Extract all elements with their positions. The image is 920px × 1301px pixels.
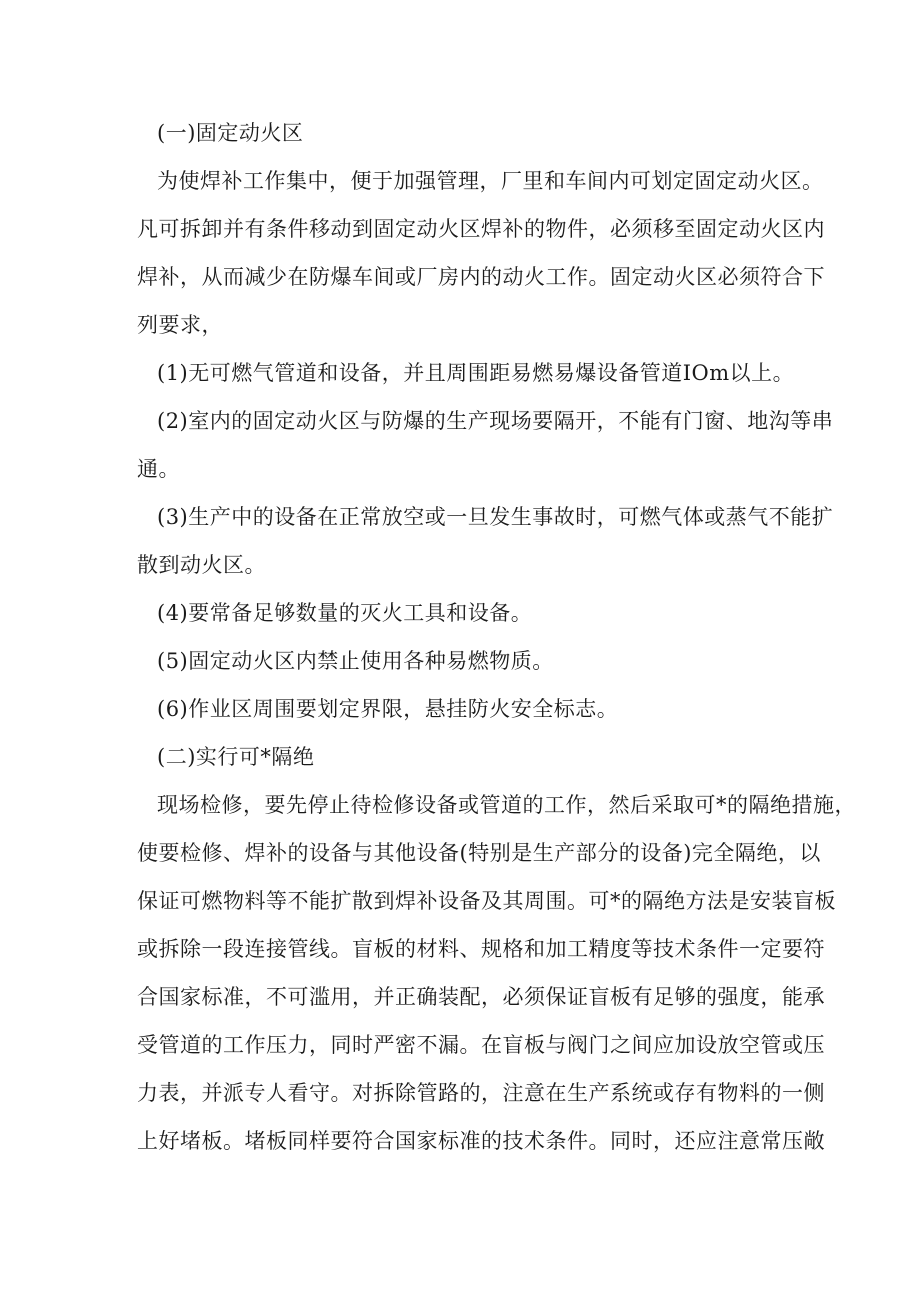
paragraph-line: 或拆除一段连接管线。盲板的材料、规格和加工精度等技术条件一定要符 — [137, 937, 825, 961]
paragraph-line: 现场检修，要先停止待检修设备或管道的工作，然后采取可*的隔绝措施， — [157, 793, 856, 817]
paragraph-line: 焊补，从而减少在防爆车间或厂房内的动火工作。固定动火区必须符合下 — [137, 265, 825, 289]
paragraph-line: 凡可拆卸并有条件移动到固定动火区焊补的物件，必须移至固定动火区内 — [137, 217, 825, 241]
list-item-3: (3)生产中的设备在正常放空或一旦发生事故时，可燃气体或蒸气不能扩 — [157, 505, 834, 529]
paragraph-line: 受管道的工作压力，同时严密不漏。在盲板与阀门之间应加设放空管或压 — [137, 1033, 825, 1057]
list-item-4: (4)要常备足够数量的灭火工具和设备。 — [157, 601, 533, 625]
paragraph-line: 使要检修、焊补的设备与其他设备(特别是生产部分的设备)完全隔绝，以 — [137, 841, 821, 865]
list-item-2: (2)室内的固定动火区与防爆的生产现场要隔开，不能有门窗、地沟等串 — [157, 409, 834, 433]
paragraph-line: 合国家标准，不可滥用，并正确装配，必须保证盲板有足够的强度，能承 — [137, 985, 825, 1009]
list-item-5: (5)固定动火区内禁止使用各种易燃物质。 — [157, 649, 554, 673]
paragraph-line: 列要求， — [137, 313, 223, 337]
paragraph-line: 上好堵板。堵板同样要符合国家标准的技术条件。同时，还应注意常压敞 — [137, 1129, 825, 1153]
paragraph-line: 为使焊补工作集中，便于加强管理，厂里和车间内可划定固定动火区。 — [157, 169, 824, 193]
section-heading-fixed-hot-work-area: (一)固定动火区 — [157, 121, 304, 145]
list-item-2-continuation: 通。 — [137, 457, 180, 481]
section-heading-reliable-isolation: (二)实行可*隔绝 — [157, 745, 315, 769]
paragraph-line: 保证可燃物料等不能扩散到焊补设备及其周围。可*的隔绝方法是安装盲板 — [137, 889, 836, 913]
list-item-1: (1)无可燃气管道和设备，并且周围距易燃易爆设备管道IOm以上。 — [157, 361, 795, 385]
list-item-3-continuation: 散到动火区。 — [137, 553, 266, 577]
list-item-6: (6)作业区周围要划定界限，悬挂防火安全标志。 — [157, 697, 619, 721]
paragraph-line: 力表，并派专人看守。对拆除管路的，注意在生产系统或存有物料的一侧 — [137, 1081, 825, 1105]
